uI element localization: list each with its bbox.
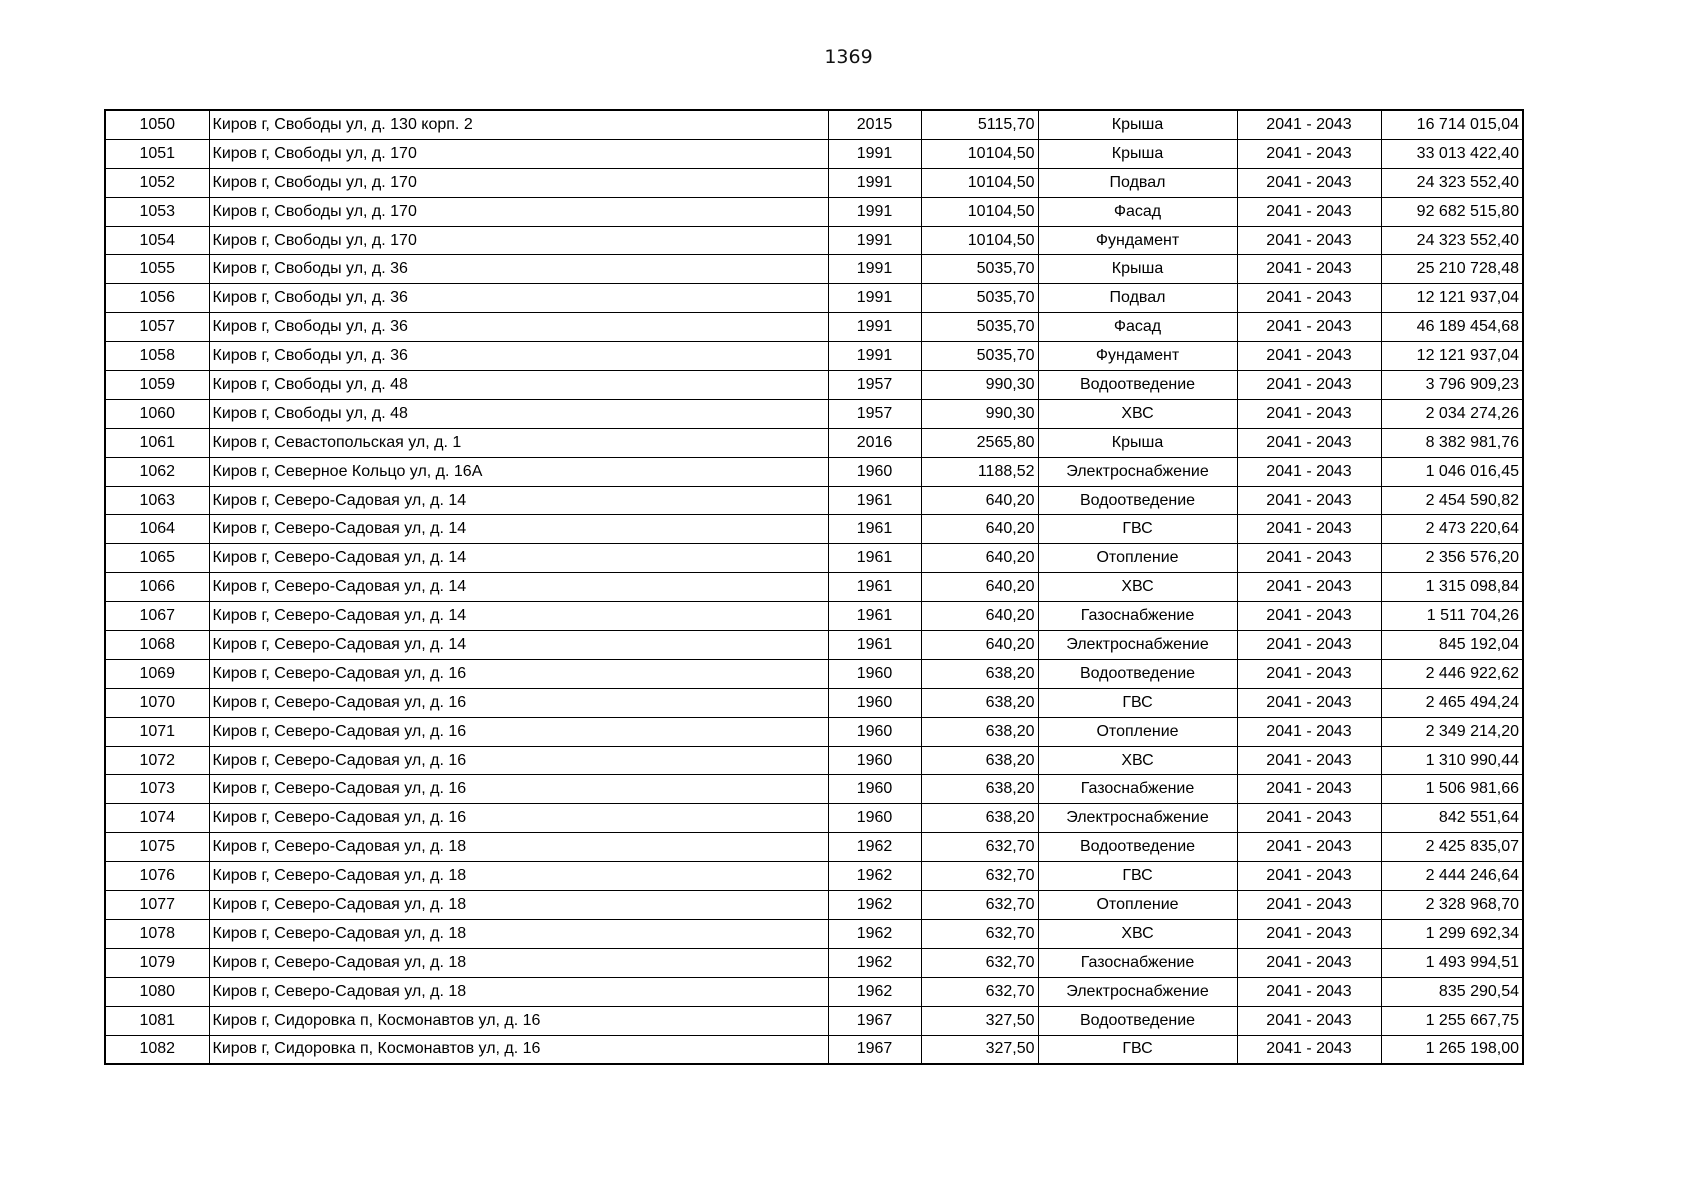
cell-period: 2041 - 2043 (1237, 515, 1381, 544)
cell-cost: 1 265 198,00 (1381, 1035, 1523, 1064)
cell-structural-element: Водоотведение (1038, 833, 1237, 862)
cell-cost: 835 290,54 (1381, 977, 1523, 1006)
cell-address: Киров г, Северное Кольцо ул, д. 16А (209, 457, 828, 486)
cell-year: 1960 (828, 659, 921, 688)
table-row (105, 399, 1523, 428)
cell-address: Киров г, Свободы ул, д. 170 (209, 197, 828, 226)
cell-period: 2041 - 2043 (1237, 746, 1381, 775)
cell-row-number: 1070 (105, 688, 209, 717)
cell-cost: 1 511 704,26 (1381, 602, 1523, 631)
cell-area: 10104,50 (921, 168, 1038, 197)
cell-year: 1962 (828, 862, 921, 891)
cell-area: 2565,80 (921, 428, 1038, 457)
page-number: 1369 (824, 46, 873, 68)
cell-address: Киров г, Севастопольская ул, д. 1 (209, 428, 828, 457)
cell-area: 640,20 (921, 515, 1038, 544)
cell-year: 1960 (828, 717, 921, 746)
cell-structural-element: ГВС (1038, 688, 1237, 717)
cell-cost: 24 323 552,40 (1381, 168, 1523, 197)
cell-structural-element: Фасад (1038, 313, 1237, 342)
cell-cost: 2 349 214,20 (1381, 717, 1523, 746)
cell-structural-element: ХВС (1038, 919, 1237, 948)
cell-address: Киров г, Свободы ул, д. 170 (209, 168, 828, 197)
cell-year: 2016 (828, 428, 921, 457)
cell-row-number: 1080 (105, 977, 209, 1006)
cell-cost: 12 121 937,04 (1381, 342, 1523, 371)
cell-address: Киров г, Северо-Садовая ул, д. 14 (209, 631, 828, 660)
cell-address: Киров г, Свободы ул, д. 130 корп. 2 (209, 110, 828, 139)
cell-structural-element: ГВС (1038, 862, 1237, 891)
cell-row-number: 1069 (105, 659, 209, 688)
cell-cost: 3 796 909,23 (1381, 371, 1523, 400)
cell-cost: 845 192,04 (1381, 631, 1523, 660)
cell-period: 2041 - 2043 (1237, 284, 1381, 313)
cell-area: 632,70 (921, 977, 1038, 1006)
cell-address: Киров г, Северо-Садовая ул, д. 14 (209, 544, 828, 573)
table-row (105, 486, 1523, 515)
table-row (105, 659, 1523, 688)
cell-row-number: 1060 (105, 399, 209, 428)
cell-row-number: 1082 (105, 1035, 209, 1064)
table-row (105, 1006, 1523, 1035)
cell-row-number: 1058 (105, 342, 209, 371)
cell-row-number: 1076 (105, 862, 209, 891)
table-row (105, 313, 1523, 342)
cell-row-number: 1057 (105, 313, 209, 342)
cell-address: Киров г, Свободы ул, д. 48 (209, 371, 828, 400)
cell-address: Киров г, Сидоровка п, Космонавтов ул, д. 16 (209, 1035, 828, 1064)
cell-address: Киров г, Северо-Садовая ул, д. 16 (209, 688, 828, 717)
cell-cost: 1 046 016,45 (1381, 457, 1523, 486)
table-row (105, 1035, 1523, 1064)
cell-period: 2041 - 2043 (1237, 688, 1381, 717)
cell-period: 2041 - 2043 (1237, 197, 1381, 226)
table-row (105, 977, 1523, 1006)
cell-structural-element: Водоотведение (1038, 371, 1237, 400)
table-row (105, 255, 1523, 284)
cell-year: 1991 (828, 197, 921, 226)
cell-row-number: 1050 (105, 110, 209, 139)
table-row (105, 717, 1523, 746)
table-row (105, 110, 1523, 139)
cell-address: Киров г, Северо-Садовая ул, д. 14 (209, 602, 828, 631)
cell-row-number: 1061 (105, 428, 209, 457)
cell-address: Киров г, Северо-Садовая ул, д. 16 (209, 746, 828, 775)
cell-year: 1962 (828, 919, 921, 948)
cell-period: 2041 - 2043 (1237, 168, 1381, 197)
cell-area: 640,20 (921, 573, 1038, 602)
cell-structural-element: Водоотведение (1038, 659, 1237, 688)
cell-structural-element: Фундамент (1038, 226, 1237, 255)
cell-year: 1991 (828, 226, 921, 255)
cell-structural-element: Крыша (1038, 139, 1237, 168)
cell-period: 2041 - 2043 (1237, 948, 1381, 977)
cell-period: 2041 - 2043 (1237, 110, 1381, 139)
cell-structural-element: Фундамент (1038, 342, 1237, 371)
table-row (105, 457, 1523, 486)
cell-address: Киров г, Северо-Садовая ул, д. 18 (209, 862, 828, 891)
cell-row-number: 1067 (105, 602, 209, 631)
cell-cost: 2 473 220,64 (1381, 515, 1523, 544)
cell-address: Киров г, Северо-Садовая ул, д. 18 (209, 977, 828, 1006)
table-row (105, 342, 1523, 371)
cell-period: 2041 - 2043 (1237, 862, 1381, 891)
cell-area: 640,20 (921, 602, 1038, 631)
cell-area: 638,20 (921, 804, 1038, 833)
cell-address: Киров г, Северо-Садовая ул, д. 18 (209, 948, 828, 977)
cell-period: 2041 - 2043 (1237, 977, 1381, 1006)
cell-cost: 1 315 098,84 (1381, 573, 1523, 602)
table-row (105, 688, 1523, 717)
cell-address: Киров г, Свободы ул, д. 36 (209, 313, 828, 342)
cell-address: Киров г, Свободы ул, д. 170 (209, 139, 828, 168)
cell-row-number: 1068 (105, 631, 209, 660)
cell-cost: 1 299 692,34 (1381, 919, 1523, 948)
cell-structural-element: Газоснабжение (1038, 775, 1237, 804)
cell-area: 632,70 (921, 833, 1038, 862)
cell-area: 632,70 (921, 919, 1038, 948)
cell-address: Киров г, Северо-Садовая ул, д. 16 (209, 804, 828, 833)
cell-period: 2041 - 2043 (1237, 342, 1381, 371)
cell-area: 10104,50 (921, 197, 1038, 226)
cell-row-number: 1073 (105, 775, 209, 804)
table-row (105, 631, 1523, 660)
cell-structural-element: Подвал (1038, 284, 1237, 313)
cell-area: 640,20 (921, 544, 1038, 573)
cell-address: Киров г, Свободы ул, д. 36 (209, 284, 828, 313)
table-row (105, 168, 1523, 197)
cell-area: 10104,50 (921, 139, 1038, 168)
cell-cost: 842 551,64 (1381, 804, 1523, 833)
cell-address: Киров г, Северо-Садовая ул, д. 18 (209, 891, 828, 920)
cell-period: 2041 - 2043 (1237, 544, 1381, 573)
cell-year: 1961 (828, 602, 921, 631)
cell-cost: 2 465 494,24 (1381, 688, 1523, 717)
cell-structural-element: Отопление (1038, 891, 1237, 920)
cell-period: 2041 - 2043 (1237, 255, 1381, 284)
cell-period: 2041 - 2043 (1237, 226, 1381, 255)
cell-year: 1991 (828, 168, 921, 197)
cell-period: 2041 - 2043 (1237, 399, 1381, 428)
cell-cost: 1 255 667,75 (1381, 1006, 1523, 1035)
cell-year: 1962 (828, 833, 921, 862)
cell-structural-element: Подвал (1038, 168, 1237, 197)
cell-address: Киров г, Северо-Садовая ул, д. 16 (209, 659, 828, 688)
cell-address: Киров г, Свободы ул, д. 36 (209, 255, 828, 284)
cell-structural-element: Отопление (1038, 717, 1237, 746)
table-row (105, 371, 1523, 400)
cell-row-number: 1051 (105, 139, 209, 168)
cell-row-number: 1056 (105, 284, 209, 313)
cell-address: Киров г, Свободы ул, д. 170 (209, 226, 828, 255)
cell-cost: 2 454 590,82 (1381, 486, 1523, 515)
cell-structural-element: Электроснабжение (1038, 631, 1237, 660)
cell-area: 990,30 (921, 399, 1038, 428)
table-row (105, 544, 1523, 573)
cell-row-number: 1075 (105, 833, 209, 862)
cell-cost: 46 189 454,68 (1381, 313, 1523, 342)
cell-cost: 24 323 552,40 (1381, 226, 1523, 255)
cell-cost: 1 310 990,44 (1381, 746, 1523, 775)
cell-area: 638,20 (921, 717, 1038, 746)
cell-address: Киров г, Сидоровка п, Космонавтов ул, д. 16 (209, 1006, 828, 1035)
cell-cost: 12 121 937,04 (1381, 284, 1523, 313)
cell-structural-element: ХВС (1038, 746, 1237, 775)
cell-cost: 2 328 968,70 (1381, 891, 1523, 920)
cell-area: 5035,70 (921, 284, 1038, 313)
table-row (105, 139, 1523, 168)
cell-period: 2041 - 2043 (1237, 1006, 1381, 1035)
cell-period: 2041 - 2043 (1237, 804, 1381, 833)
cell-area: 632,70 (921, 862, 1038, 891)
table-row (105, 746, 1523, 775)
table-row (105, 428, 1523, 457)
cell-period: 2041 - 2043 (1237, 775, 1381, 804)
cell-year: 1967 (828, 1035, 921, 1064)
cell-year: 1960 (828, 746, 921, 775)
cell-structural-element: Электроснабжение (1038, 804, 1237, 833)
cell-period: 2041 - 2043 (1237, 602, 1381, 631)
cell-row-number: 1054 (105, 226, 209, 255)
cell-cost: 25 210 728,48 (1381, 255, 1523, 284)
cell-structural-element: ХВС (1038, 399, 1237, 428)
table-body (105, 110, 1523, 1064)
cell-structural-element: Крыша (1038, 255, 1237, 284)
cell-address: Киров г, Северо-Садовая ул, д. 14 (209, 515, 828, 544)
cell-cost: 2 425 835,07 (1381, 833, 1523, 862)
cell-area: 632,70 (921, 948, 1038, 977)
cell-year: 1961 (828, 544, 921, 573)
cell-year: 1991 (828, 139, 921, 168)
cell-year: 1960 (828, 688, 921, 717)
table-row (105, 515, 1523, 544)
cell-row-number: 1079 (105, 948, 209, 977)
cell-area: 5115,70 (921, 110, 1038, 139)
cell-year: 1960 (828, 804, 921, 833)
cell-row-number: 1071 (105, 717, 209, 746)
cell-year: 1962 (828, 948, 921, 977)
cell-period: 2041 - 2043 (1237, 371, 1381, 400)
cell-row-number: 1059 (105, 371, 209, 400)
cell-cost: 2 356 576,20 (1381, 544, 1523, 573)
cell-cost: 2 446 922,62 (1381, 659, 1523, 688)
cell-structural-element: Крыша (1038, 428, 1237, 457)
cell-cost: 2 034 274,26 (1381, 399, 1523, 428)
table-row (105, 284, 1523, 313)
cell-period: 2041 - 2043 (1237, 139, 1381, 168)
cell-period: 2041 - 2043 (1237, 428, 1381, 457)
cell-year: 1957 (828, 399, 921, 428)
cell-area: 10104,50 (921, 226, 1038, 255)
cell-structural-element: Фасад (1038, 197, 1237, 226)
cell-structural-element: Электроснабжение (1038, 977, 1237, 1006)
cell-year: 1961 (828, 486, 921, 515)
cell-area: 638,20 (921, 688, 1038, 717)
cell-area: 327,50 (921, 1035, 1038, 1064)
table-row (105, 948, 1523, 977)
cell-cost: 33 013 422,40 (1381, 139, 1523, 168)
cell-period: 2041 - 2043 (1237, 891, 1381, 920)
cell-year: 1962 (828, 977, 921, 1006)
cell-row-number: 1055 (105, 255, 209, 284)
cell-cost: 2 444 246,64 (1381, 862, 1523, 891)
cell-cost: 1 506 981,66 (1381, 775, 1523, 804)
cell-structural-element: Газоснабжение (1038, 948, 1237, 977)
cell-structural-element: ГВС (1038, 1035, 1237, 1064)
cell-row-number: 1078 (105, 919, 209, 948)
cell-period: 2041 - 2043 (1237, 457, 1381, 486)
cell-area: 638,20 (921, 775, 1038, 804)
table-row (105, 833, 1523, 862)
cell-area: 638,20 (921, 746, 1038, 775)
cell-address: Киров г, Северо-Садовая ул, д. 16 (209, 775, 828, 804)
cell-period: 2041 - 2043 (1237, 313, 1381, 342)
table-row (105, 226, 1523, 255)
cell-area: 638,20 (921, 659, 1038, 688)
cell-row-number: 1062 (105, 457, 209, 486)
cell-year: 1957 (828, 371, 921, 400)
cell-year: 1962 (828, 891, 921, 920)
cell-period: 2041 - 2043 (1237, 573, 1381, 602)
table-row (105, 775, 1523, 804)
cell-structural-element: Крыша (1038, 110, 1237, 139)
cell-area: 5035,70 (921, 313, 1038, 342)
table-row (105, 573, 1523, 602)
cell-row-number: 1064 (105, 515, 209, 544)
table-row (105, 804, 1523, 833)
cell-structural-element: Газоснабжение (1038, 602, 1237, 631)
cell-year: 1961 (828, 631, 921, 660)
cell-year: 1991 (828, 255, 921, 284)
cell-area: 990,30 (921, 371, 1038, 400)
cell-address: Киров г, Северо-Садовая ул, д. 16 (209, 717, 828, 746)
cell-row-number: 1066 (105, 573, 209, 602)
table-row (105, 862, 1523, 891)
cell-year: 1960 (828, 457, 921, 486)
cell-structural-element: Отопление (1038, 544, 1237, 573)
cell-area: 1188,52 (921, 457, 1038, 486)
cell-row-number: 1063 (105, 486, 209, 515)
cell-area: 640,20 (921, 486, 1038, 515)
cell-year: 1991 (828, 342, 921, 371)
cell-area: 5035,70 (921, 255, 1038, 284)
cell-cost: 1 493 994,51 (1381, 948, 1523, 977)
cell-structural-element: Водоотведение (1038, 1006, 1237, 1035)
cell-year: 1961 (828, 515, 921, 544)
cell-cost: 16 714 015,04 (1381, 110, 1523, 139)
cell-address: Киров г, Свободы ул, д. 36 (209, 342, 828, 371)
cell-area: 632,70 (921, 891, 1038, 920)
cell-address: Киров г, Свободы ул, д. 48 (209, 399, 828, 428)
cell-area: 327,50 (921, 1006, 1038, 1035)
cell-year: 1991 (828, 284, 921, 313)
cell-area: 640,20 (921, 631, 1038, 660)
table-row (105, 891, 1523, 920)
table-row (105, 197, 1523, 226)
cell-row-number: 1065 (105, 544, 209, 573)
cell-period: 2041 - 2043 (1237, 486, 1381, 515)
cell-period: 2041 - 2043 (1237, 1035, 1381, 1064)
cell-cost: 92 682 515,80 (1381, 197, 1523, 226)
cell-address: Киров г, Северо-Садовая ул, д. 14 (209, 486, 828, 515)
cell-address: Киров г, Северо-Садовая ул, д. 18 (209, 833, 828, 862)
cell-address: Киров г, Северо-Садовая ул, д. 14 (209, 573, 828, 602)
cell-period: 2041 - 2043 (1237, 631, 1381, 660)
cell-row-number: 1053 (105, 197, 209, 226)
cell-row-number: 1077 (105, 891, 209, 920)
cell-structural-element: Водоотведение (1038, 486, 1237, 515)
cell-row-number: 1074 (105, 804, 209, 833)
cell-period: 2041 - 2043 (1237, 919, 1381, 948)
cell-year: 2015 (828, 110, 921, 139)
cell-year: 1960 (828, 775, 921, 804)
cell-row-number: 1052 (105, 168, 209, 197)
cell-structural-element: Электроснабжение (1038, 457, 1237, 486)
cell-period: 2041 - 2043 (1237, 659, 1381, 688)
cell-structural-element: ГВС (1038, 515, 1237, 544)
cell-cost: 8 382 981,76 (1381, 428, 1523, 457)
table-row (105, 919, 1523, 948)
cell-period: 2041 - 2043 (1237, 833, 1381, 862)
cell-row-number: 1081 (105, 1006, 209, 1035)
table-row (105, 602, 1523, 631)
cell-year: 1967 (828, 1006, 921, 1035)
cell-row-number: 1072 (105, 746, 209, 775)
capital-repair-table (104, 109, 1524, 1065)
cell-area: 5035,70 (921, 342, 1038, 371)
cell-address: Киров г, Северо-Садовая ул, д. 18 (209, 919, 828, 948)
cell-year: 1961 (828, 573, 921, 602)
cell-structural-element: ХВС (1038, 573, 1237, 602)
cell-year: 1991 (828, 313, 921, 342)
cell-period: 2041 - 2043 (1237, 717, 1381, 746)
